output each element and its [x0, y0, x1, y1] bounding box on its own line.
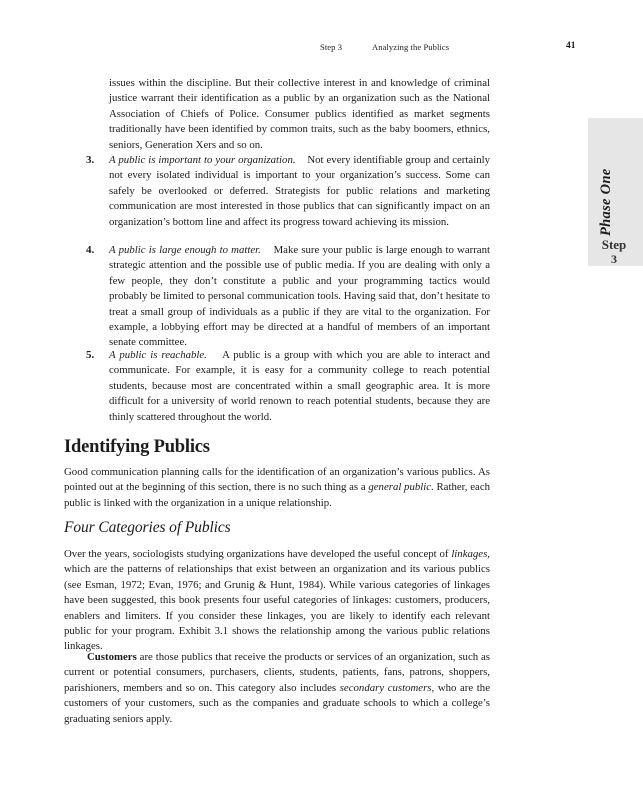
list-number: 4. [86, 244, 95, 256]
list-item-lead: A public is important to your organization. [109, 154, 296, 166]
list-item-5 [86, 348, 490, 425]
list-item-3 [86, 153, 490, 230]
list-item-content [109, 243, 490, 351]
section-heading-identifying-publics: Identifying Publics [64, 437, 210, 457]
subsection-heading-four-categories: Four Categories of Publics [64, 519, 231, 536]
step-label: Step [601, 237, 627, 252]
phase-label: Phase One [598, 168, 614, 236]
general-public-term: general public [368, 481, 432, 494]
linkages-term: linkages, [451, 548, 490, 560]
customers-term: Customers [87, 651, 137, 663]
four-categories-paragraph-2: Customers are those publics that receive the products or services of an organization, such as current or potential consumers, purchasers, clients, students, patients, fans, patrons, shoppers, parishioners, members and so on. This category also includes secondary customers, who are the customers of your customers, such as the companies and graduate schools to which a college’s graduating seniors apply. [64, 651, 490, 725]
continuation-paragraph: issues within the discipline. But their collective interest in and knowledge of criminal justice warrant their identification as a public by an organization such as the National Association of Chiefs of Police. Consumer publics identified as market segments traditionally have been identified by common traits, such as the baby boomers, ethnics, seniors, Generation Xers and so on. [109, 77, 490, 151]
four-categories-paragraph-1: Over the years, sociologists studying organizations have developed the useful concept of linkages, which are the patterns of relationships that exist between an organization and its various publics (see Esman, 1972; Evan, 1976; and Grunig & Hunt, 1984). While various categories of linkages have been suggested, this book presents four useful categories of linkages: customers, producers, enablers and limiters. If you consider these linkages, you are likely to identify each relevant public for your program. Exhibit 3.1 shows the relationship among the various public relations linkages. [64, 548, 490, 653]
step-number: 3 [611, 252, 617, 266]
secondary-customers-term: secondary customers, [339, 681, 435, 694]
running-head-title: Analyzing the Publics [372, 42, 450, 52]
list-item-content [109, 153, 490, 230]
list-item-text: Make sure your public is large enough to warrant strategic attention and the possible use of public media. If you are dealing with only a few people, they don’t constitute a public and your programming tactics would probably be limited to personal communication tools. Having said that, don’t hesitate to treat a small group of individuals as a public if they are vital to the organization. For example, a lobbying effort may be directed at a handful of members of an important senate committee. [109, 244, 490, 349]
list-item-text: Not every identifiable group and certainly not every isolated individual is important to your organization’s success. Some can safely be overlooked or deferred. Strategists for public relations and marketing communication are most interested in those publics that can significantly impact on an organization’s bottom line and affect its progress toward achieving its mission. [109, 154, 490, 228]
list-item-lead: A public is large enough to matter. [109, 244, 261, 256]
identifying-publics-paragraph: Good communication planning calls for the identification of an organization’s various publics. As pointed out at the beginning of this section, there is no such thing as a general public. Rather, each public is linked with the organization in a unique relationship. [64, 466, 491, 509]
list-number: 5. [86, 349, 95, 361]
list-item-text: A public is a group with which you are able to interact and communicate. For example, it is easy for a community college to reach potential students, because most are concentrated within a small geographic area. It is more difficult for a university of world renown to reach potential students, because they are thinly scattered throughout the world. [109, 349, 491, 423]
page-number: 41 [566, 41, 576, 51]
list-item-content [109, 348, 490, 425]
list-item-4 [86, 243, 490, 351]
running-head-step: Step 3 [320, 42, 343, 52]
list-number: 3. [86, 154, 95, 166]
list-item-lead: A public is reachable. [109, 349, 207, 361]
